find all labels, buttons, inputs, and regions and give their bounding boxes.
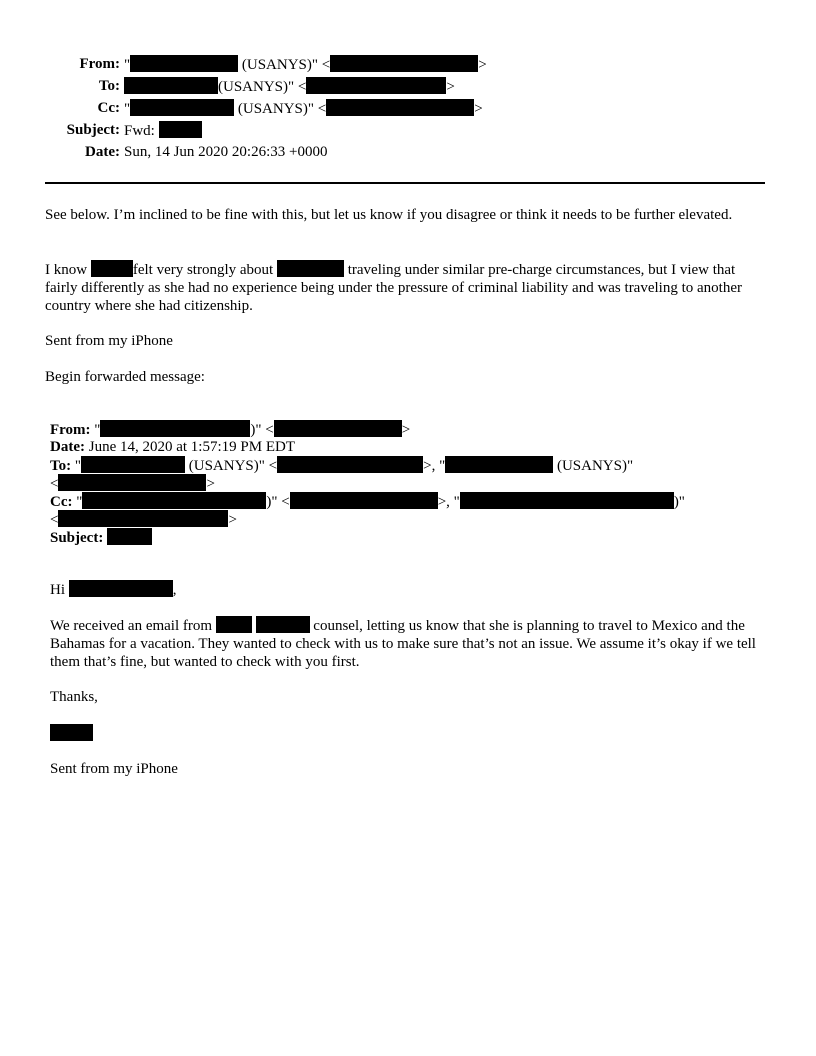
redaction bbox=[326, 99, 474, 116]
redaction bbox=[100, 420, 250, 437]
date-label: Date: bbox=[85, 144, 120, 160]
fwd-subject-line: Subject: bbox=[50, 528, 152, 547]
forward-intro: Begin forwarded message: bbox=[45, 369, 205, 385]
fwd-paragraph-1: We received an email from counsel, letting us know that she is planning to travel to Mexico and the Bahamas for a vacation. They wanted to check with us to make sure that’s not an issue. We assume it’s okay if we tell them that’s fine, but wanted to check with you first. bbox=[50, 618, 756, 670]
subject-label: Subject: bbox=[66, 122, 120, 138]
header-divider bbox=[45, 182, 765, 184]
redaction bbox=[58, 474, 206, 491]
redaction bbox=[216, 616, 252, 633]
fwd-sent-from-line: Sent from my iPhone bbox=[50, 761, 178, 777]
fwd-to-line-cont: < > bbox=[50, 476, 215, 492]
fwd-date-line: Date: June 14, 2020 at 1:57:19 PM EDT bbox=[50, 439, 295, 455]
fwd-greeting: Hi , bbox=[50, 582, 177, 598]
redaction bbox=[69, 580, 173, 597]
redaction bbox=[290, 492, 438, 509]
redaction bbox=[130, 55, 238, 72]
from-label: From: bbox=[79, 56, 120, 72]
cc-value: " (USANYS)" < > bbox=[124, 101, 483, 117]
cc-label: Cc: bbox=[97, 100, 120, 116]
fwd-thanks: Thanks, bbox=[50, 689, 98, 705]
redaction bbox=[82, 492, 266, 509]
redaction bbox=[256, 616, 310, 633]
to-value: (USANYS)" < > bbox=[124, 77, 455, 96]
redaction bbox=[460, 492, 674, 509]
to-label: To: bbox=[98, 78, 120, 94]
body-paragraph-1: See below. I’m inclined to be fine with this, but let us know if you disagree or think it needs to be further elevated. bbox=[45, 207, 733, 223]
redaction bbox=[159, 121, 202, 138]
redaction bbox=[330, 55, 478, 72]
redaction bbox=[277, 260, 344, 277]
redaction bbox=[107, 528, 152, 545]
subject-value: Fwd: bbox=[124, 121, 202, 140]
fwd-to-line: To: " (USANYS)" < >, " (USANYS)" bbox=[50, 458, 634, 474]
fwd-cc-line-cont: < > bbox=[50, 512, 237, 528]
fwd-from-line: From: " )" < > bbox=[50, 422, 411, 438]
from-value: " (USANYS)" < > bbox=[124, 57, 487, 73]
redaction bbox=[277, 456, 423, 473]
redaction bbox=[91, 260, 133, 277]
redaction bbox=[130, 99, 234, 116]
fwd-cc-line: Cc: " )" < >, " )" bbox=[50, 494, 685, 510]
redaction bbox=[58, 510, 228, 527]
redaction bbox=[445, 456, 553, 473]
redaction bbox=[124, 77, 218, 94]
body-paragraph-2: I know felt very strongly about traveling under similar pre-charge circumstances, but I view that fairly differently as she had no experience being under the pressure of criminal liability and was traveling to another country where she had citizenship. bbox=[45, 262, 742, 314]
fwd-signature bbox=[50, 724, 93, 743]
redaction bbox=[306, 77, 446, 94]
redaction bbox=[81, 456, 185, 473]
sent-from-line: Sent from my iPhone bbox=[45, 333, 173, 349]
redaction bbox=[50, 724, 93, 741]
date-value: Sun, 14 Jun 2020 20:26:33 +0000 bbox=[124, 144, 328, 160]
redaction bbox=[274, 420, 402, 437]
